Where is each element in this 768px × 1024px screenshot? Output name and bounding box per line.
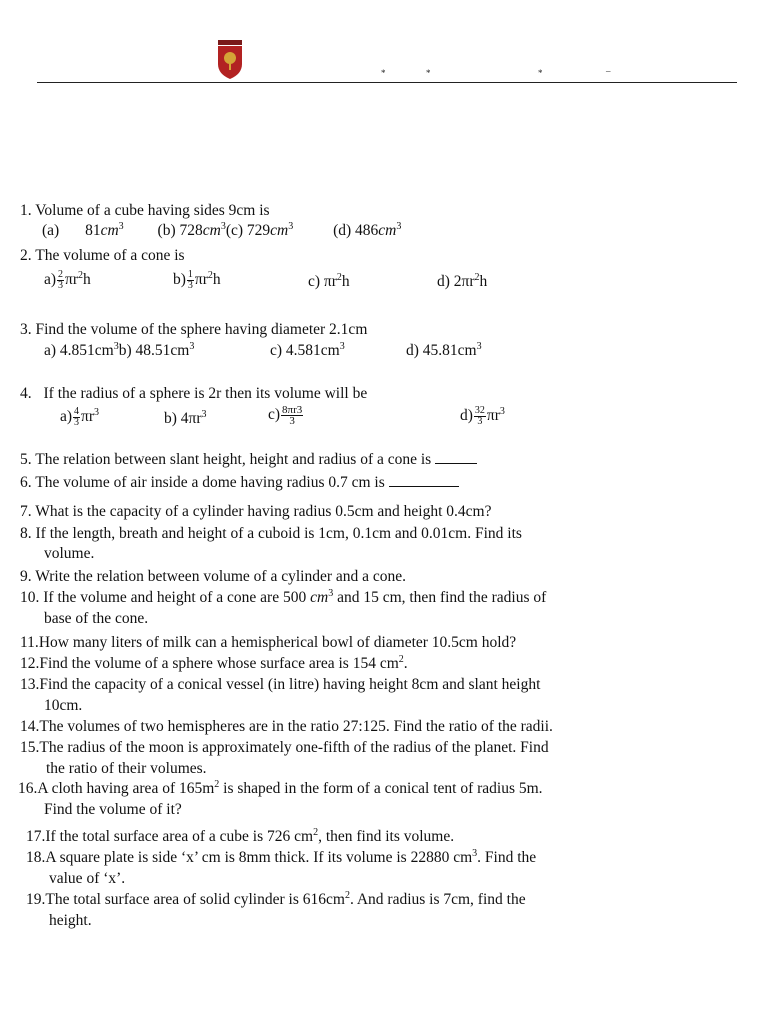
question-text: A cloth having area of 165m xyxy=(37,780,215,797)
header-divider xyxy=(37,82,737,83)
question-number: 3. xyxy=(20,321,32,338)
option-label: c) xyxy=(268,406,281,424)
question-text-tail: . xyxy=(403,655,408,672)
question-2-option-c xyxy=(308,272,350,294)
option-expr: c) πr xyxy=(308,273,337,290)
question-12 xyxy=(20,654,408,676)
option-a: a) 4.851cm xyxy=(44,342,114,359)
question-exp: 2 xyxy=(214,779,220,790)
fraction: $\frac{1}{3}$ xyxy=(187,269,193,291)
question-number: 9. xyxy=(20,568,32,585)
option-a-unit: cm xyxy=(100,222,119,239)
question-18 xyxy=(26,848,536,870)
question-13-continued: 10cm. xyxy=(44,697,83,714)
option-c-exp: 3 xyxy=(288,221,294,232)
question-number: 19. xyxy=(26,891,46,908)
question-4-option-a xyxy=(60,407,99,429)
question-4 xyxy=(20,384,367,404)
question-number: 18. xyxy=(26,849,46,866)
question-number: 1. xyxy=(20,202,32,219)
question-4-option-d xyxy=(460,406,505,428)
option-label: b) xyxy=(173,271,186,289)
question-10-continued: base of the cone. xyxy=(44,610,149,627)
question-number: 14. xyxy=(20,718,40,735)
question-unit: cm xyxy=(310,589,329,606)
question-number: 8. xyxy=(20,525,32,542)
option-exp: 3 xyxy=(339,341,345,352)
question-text: Find the volume of the sphere having diameter 2.1cm xyxy=(35,321,368,338)
option-label: d) xyxy=(460,407,473,425)
option-h: h xyxy=(83,271,91,289)
option-expr: πr xyxy=(65,271,79,289)
question-text: Find the capacity of a conical vessel (in litre) having height 8cm and slant height xyxy=(39,676,541,693)
question-text: What is the capacity of a cylinder having radius 0.5cm and height 0.4cm? xyxy=(35,503,492,520)
school-crest-logo xyxy=(217,40,243,80)
question-5 xyxy=(20,449,477,470)
question-text-tail: , then find its volume. xyxy=(318,828,455,845)
option-h: h xyxy=(212,271,221,289)
question-number: 17. xyxy=(26,828,46,845)
fraction: $\frac{32}{3}$ xyxy=(474,405,485,427)
question-1 xyxy=(20,201,270,221)
option-a-exp: 3 xyxy=(118,221,124,232)
option-d-exp: 3 xyxy=(396,221,402,232)
question-text: If the total surface area of a cube is 726 cm xyxy=(45,828,314,845)
question-number: 16. xyxy=(18,780,38,797)
question-number: 5. xyxy=(20,451,32,468)
question-17 xyxy=(26,827,454,849)
option-c: c) 4.581cm xyxy=(270,342,340,359)
option-exp: 2 xyxy=(336,272,342,283)
question-2-option-d xyxy=(437,272,487,294)
option-exp: 3 xyxy=(476,341,482,352)
question-18-continued: value of ‘x’. xyxy=(49,870,126,887)
question-19 xyxy=(26,890,526,912)
option-c-value: (c) 729 xyxy=(225,222,271,239)
question-text: If the length, breath and height of a cuboid is 1cm, 0.1cm and 0.01cm. Find its xyxy=(35,525,522,542)
question-8-continued: volume. xyxy=(44,545,95,562)
question-text: The volume of air inside a dome having radius 0.7 cm is xyxy=(35,474,385,491)
option-exp: 3 xyxy=(94,407,100,419)
question-number: 7. xyxy=(20,503,32,520)
question-11 xyxy=(20,633,516,653)
option-label: a) xyxy=(44,271,57,289)
question-exp: 3 xyxy=(472,848,478,859)
question-text-tail: and 15 cm, then find the radius of xyxy=(333,589,547,606)
answer-blank[interactable] xyxy=(389,472,459,487)
option-exp: 2 xyxy=(474,272,480,283)
question-7 xyxy=(20,502,491,522)
option-exp: 3 xyxy=(189,341,195,352)
question-number: 2. xyxy=(20,247,32,264)
fraction: $\frac{4}{3}$ xyxy=(74,406,80,428)
question-16 xyxy=(18,779,543,801)
option-label: a) xyxy=(60,408,73,426)
option-b-exp: 3 xyxy=(220,221,226,232)
answer-blank[interactable] xyxy=(435,449,477,464)
option-h: h xyxy=(479,273,488,290)
question-3-option-d xyxy=(406,341,482,363)
option-a-value: 81 xyxy=(85,222,101,239)
question-10 xyxy=(20,588,546,610)
question-4-option-b xyxy=(164,409,207,431)
question-exp: 2 xyxy=(398,654,404,665)
option-d-value: (d) 486 xyxy=(333,222,379,239)
question-8 xyxy=(20,524,522,544)
question-9 xyxy=(20,567,406,587)
question-3 xyxy=(20,320,367,340)
question-exp: 2 xyxy=(344,890,350,901)
question-text-tail: is shaped in the form of a conical tent of radius 5m. xyxy=(219,780,543,797)
question-text: The relation between slant height, height and radius of a cone is xyxy=(35,451,432,468)
option-expr: πr xyxy=(81,408,95,426)
option-d-unit: cm xyxy=(378,222,397,239)
question-3-options xyxy=(44,341,194,363)
question-3-option-c xyxy=(270,341,345,363)
question-14 xyxy=(20,717,553,737)
question-number: 15. xyxy=(20,739,40,756)
question-text: The radius of the moon is approximately one-fifth of the radius of the planet. Find xyxy=(39,739,549,756)
question-15 xyxy=(20,738,549,758)
option-expr: d) 2πr xyxy=(437,273,475,290)
question-text: A square plate is side ‘x’ cm is 8mm thick. If its volume is 22880 cm xyxy=(45,849,473,866)
question-number: 10. xyxy=(20,589,40,606)
question-16-continued: Find the volume of it? xyxy=(44,801,182,818)
question-6 xyxy=(20,472,459,493)
question-15-continued: the ratio of their volumes. xyxy=(46,760,207,777)
question-2-option-a xyxy=(44,270,91,292)
question-text: Find the volume of a sphere whose surface area is 154 cm xyxy=(39,655,399,672)
header-mark: * xyxy=(538,68,543,78)
option-expr: b) 4πr xyxy=(164,410,202,427)
question-number: 4. xyxy=(20,385,32,402)
question-text: Volume of a cube having sides 9cm is xyxy=(35,202,270,219)
question-4-option-c xyxy=(268,405,304,426)
question-2 xyxy=(20,246,185,266)
question-number: 12. xyxy=(20,655,40,672)
option-exp: 3 xyxy=(201,409,207,420)
question-text: The volumes of two hemispheres are in the ratio 27:125. Find the ratio of the radii. xyxy=(39,718,553,735)
option-exp: 3 xyxy=(113,341,119,352)
question-text-tail: . Find the xyxy=(477,849,537,866)
header-mark: – xyxy=(606,66,611,76)
question-text: The total surface area of solid cylinder is 616cm xyxy=(45,891,345,908)
question-13 xyxy=(20,675,540,695)
option-b-value: (b) 728 xyxy=(157,222,203,239)
question-text: How many liters of milk can a hemispherical bowl of diameter 10.5cm hold? xyxy=(38,634,517,651)
header-mark: * xyxy=(381,68,386,78)
header-mark: * xyxy=(426,68,431,78)
option-b: b) 48.51cm xyxy=(118,342,190,359)
question-1-options xyxy=(42,221,401,243)
question-text: Write the relation between volume of a cylinder and a cone. xyxy=(35,568,407,585)
question-text: If the radius of a sphere is 2r then its volume will be xyxy=(43,385,368,402)
question-unit-exp: 3 xyxy=(328,588,334,599)
option-exp: 2 xyxy=(207,270,213,282)
option-expr: πr xyxy=(194,271,208,289)
option-exp: 2 xyxy=(78,270,84,282)
option-d: d) 45.81cm xyxy=(406,342,477,359)
option-c-unit: cm xyxy=(270,222,289,239)
fraction: $\frac{8\pi r3}{3}$ xyxy=(282,404,303,427)
question-number: 6. xyxy=(20,474,32,491)
question-2-option-b xyxy=(173,270,221,292)
question-text: The volume of a cone is xyxy=(35,247,185,264)
question-number: 11. xyxy=(20,634,39,651)
question-number: 13. xyxy=(20,676,40,693)
fraction: $\frac{2}{3}$ xyxy=(58,269,64,291)
question-text: If the volume and height of a cone are 500 xyxy=(43,589,307,606)
option-b-unit: cm xyxy=(202,222,221,239)
option-a-label: (a) xyxy=(42,222,60,239)
option-expr: πr xyxy=(486,407,500,425)
option-h: h xyxy=(341,273,350,290)
question-exp: 2 xyxy=(313,827,319,838)
question-text-tail: . And radius is 7cm, find the xyxy=(349,891,526,908)
option-exp: 3 xyxy=(499,406,505,418)
question-19-continued: height. xyxy=(49,912,92,929)
